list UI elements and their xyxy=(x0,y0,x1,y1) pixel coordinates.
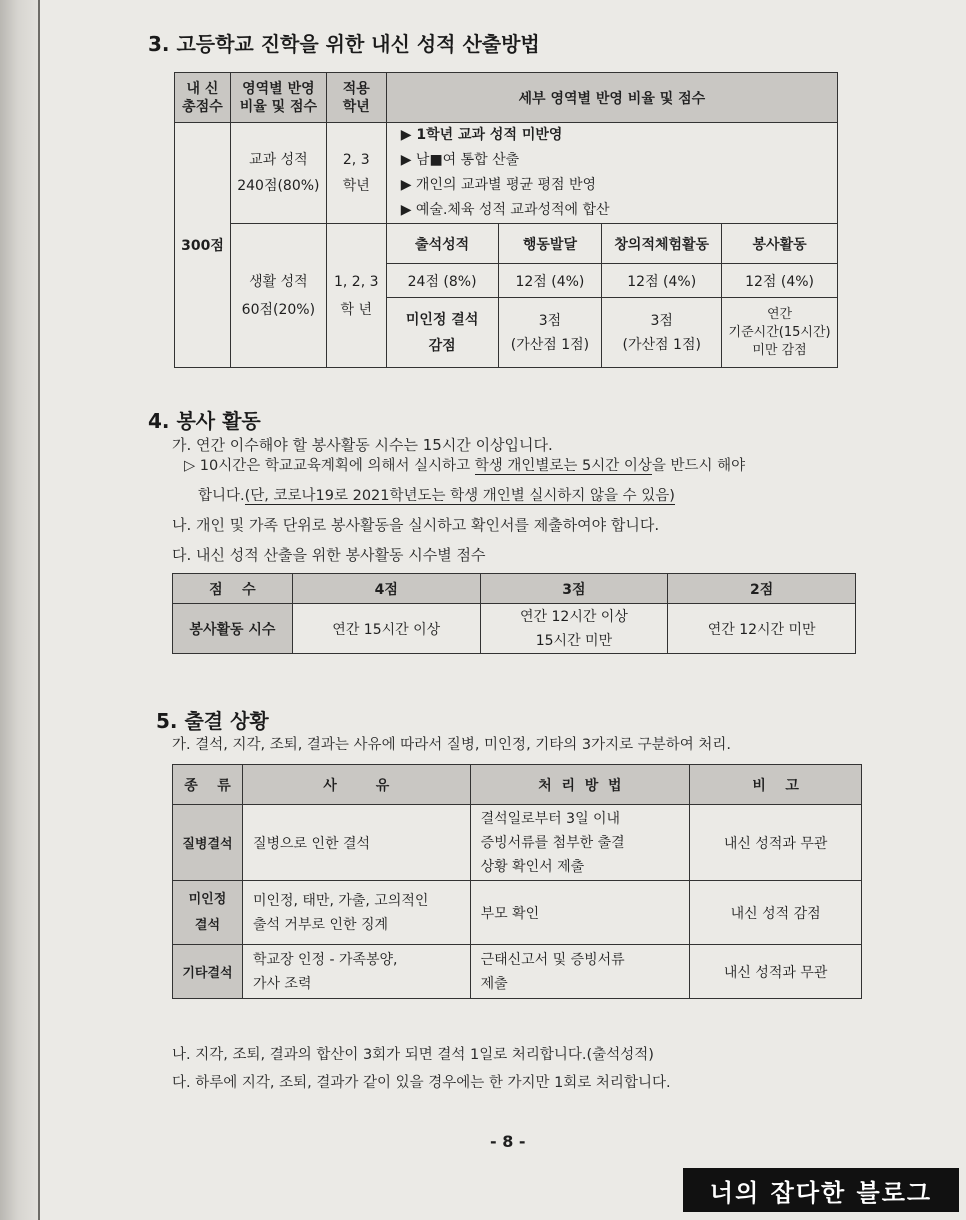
volunteer-note-line1 xyxy=(184,451,745,481)
score-cell: 연간 15시간 이상 xyxy=(292,604,480,654)
score-cell: 연간 12시간 미만 xyxy=(668,604,856,654)
volunteer-score-table xyxy=(172,573,856,654)
attendance-reason: 학교장 인정 - 가족봉양, 가사 조력 xyxy=(242,945,470,999)
volunteer-line-a: 가. 연간 이수해야 할 봉사활동 시수는 15시간 이상입니다. xyxy=(172,436,553,454)
note-text: 합니다. xyxy=(198,488,245,504)
page-edge xyxy=(0,0,40,1220)
note-text: 을 반드시 해야 xyxy=(651,458,746,474)
attendance-type: 질병결석 xyxy=(173,805,243,881)
note-underlined: 학생 개인별로는 5시간 이상 xyxy=(474,458,652,474)
score-header: 4점 xyxy=(292,574,480,604)
attendance-line-c: 다. 하루에 지각, 조퇴, 결과가 같이 있을 경우에는 한 가지만 1회로 처리합니다. xyxy=(172,1075,671,1091)
volunteer-line-c: 다. 내신 성적 산출을 위한 봉사활동 시수별 점수 xyxy=(172,546,486,564)
deduction: 3점 (가산점 1점) xyxy=(602,298,722,368)
academic-item: ▶ 예술.체육 성적 교과성적에 합산 xyxy=(401,198,837,223)
row-label: 봉사활동 시수 xyxy=(173,604,293,654)
section4-heading: 4. 봉사 활동 xyxy=(148,409,261,433)
score-header: 점 수 xyxy=(173,574,293,604)
academic-item: ▶ 1학년 교과 성적 미반영 xyxy=(401,123,837,148)
attendance-method: 근태신고서 및 증빙서류 제출 xyxy=(470,945,690,999)
header-total: 내 신 총점수 xyxy=(175,73,231,123)
attendance-header: 처 리 방 법 xyxy=(470,765,690,805)
deduction: 3점 (가산점 1점) xyxy=(498,298,602,368)
life-label: 생활 성적 60점(20%) xyxy=(230,224,326,368)
attendance-note: 내신 성적과 무관 xyxy=(690,945,862,999)
header-detail: 세부 영역별 반영 비율 및 점수 xyxy=(386,73,837,123)
attendance-note: 내신 성적과 무관 xyxy=(690,805,862,881)
attendance-method: 결석일로부터 3일 이내 증빙서류를 첨부한 출결 상황 확인서 제출 xyxy=(470,805,690,881)
note-underlined: (단, 코로나19로 2021학년도는 학생 개인별 실시하지 않을 수 있음) xyxy=(244,488,675,504)
section3-heading: 3. 고등학교 진학을 위한 내신 성적 산출방법 xyxy=(148,32,540,56)
life-score: 12점 (4%) xyxy=(722,264,838,298)
attendance-reason: 미인정, 태만, 가출, 고의적인 출석 거부로 인한 징계 xyxy=(242,881,470,945)
academic-item-list xyxy=(386,123,837,224)
attendance-header: 비 고 xyxy=(690,765,862,805)
volunteer-line-b: 나. 개인 및 가족 단위로 봉사활동을 실시하고 확인서를 제출하여야 합니다. xyxy=(172,516,660,534)
total-score: 300점 xyxy=(175,123,231,368)
academic-item: ▶ 남■여 통합 산출 xyxy=(401,148,837,173)
attendance-type: 기타결석 xyxy=(173,945,243,999)
academic-item: ▶ 개인의 교과별 평균 평점 반영 xyxy=(401,173,837,198)
deduction: 연간 기준시간(15시간) 미만 감점 xyxy=(722,298,838,368)
attendance-note: 내신 성적 감점 xyxy=(690,881,862,945)
attendance-table xyxy=(172,764,862,999)
grade-calc-table xyxy=(174,72,838,368)
note-text: ▷ 10시간은 학교교육계획에 의해서 실시하고 xyxy=(184,458,475,474)
page-number: - 8 - xyxy=(490,1132,526,1151)
life-col-creative: 창의적체험활동 xyxy=(602,224,722,264)
academic-grade: 2, 3 학년 xyxy=(326,123,386,224)
attendance-type: 미인정 결석 xyxy=(173,881,243,945)
life-score: 12점 (4%) xyxy=(498,264,602,298)
deduct-label: 미인정 결석 감점 xyxy=(386,298,498,368)
attendance-header: 종 류 xyxy=(173,765,243,805)
header-grade: 적용 학년 xyxy=(326,73,386,123)
attendance-line-b: 나. 지각, 조퇴, 결과의 합산이 3회가 되면 결석 1일로 처리합니다.(출석성적) xyxy=(172,1047,654,1063)
score-header: 2점 xyxy=(668,574,856,604)
attendance-method: 부모 확인 xyxy=(470,881,690,945)
life-score: 12점 (4%) xyxy=(602,264,722,298)
life-col-behavior: 행동발달 xyxy=(498,224,602,264)
blog-watermark: 너의 잡다한 블로그 xyxy=(683,1168,959,1212)
attendance-header: 사 유 xyxy=(242,765,470,805)
life-col-attendance: 출석성적 xyxy=(386,224,498,264)
life-col-volunteer: 봉사활동 xyxy=(722,224,838,264)
volunteer-note-line2 xyxy=(198,481,675,511)
academic-label: 교과 성적 240점(80%) xyxy=(230,123,326,224)
attendance-reason: 질병으로 인한 결석 xyxy=(242,805,470,881)
life-score: 24점 (8%) xyxy=(386,264,498,298)
score-header: 3점 xyxy=(480,574,668,604)
life-grade: 1, 2, 3 학 년 xyxy=(326,224,386,368)
attendance-line-a: 가. 결석, 지각, 조퇴, 결과는 사유에 따라서 질병, 미인정, 기타의 3가지로 구분하여 처리. xyxy=(172,737,732,753)
section5-heading: 5. 출결 상황 xyxy=(156,709,269,733)
score-cell: 연간 12시간 이상 15시간 미만 xyxy=(480,604,668,654)
header-area: 영역별 반영 비율 및 점수 xyxy=(230,73,326,123)
